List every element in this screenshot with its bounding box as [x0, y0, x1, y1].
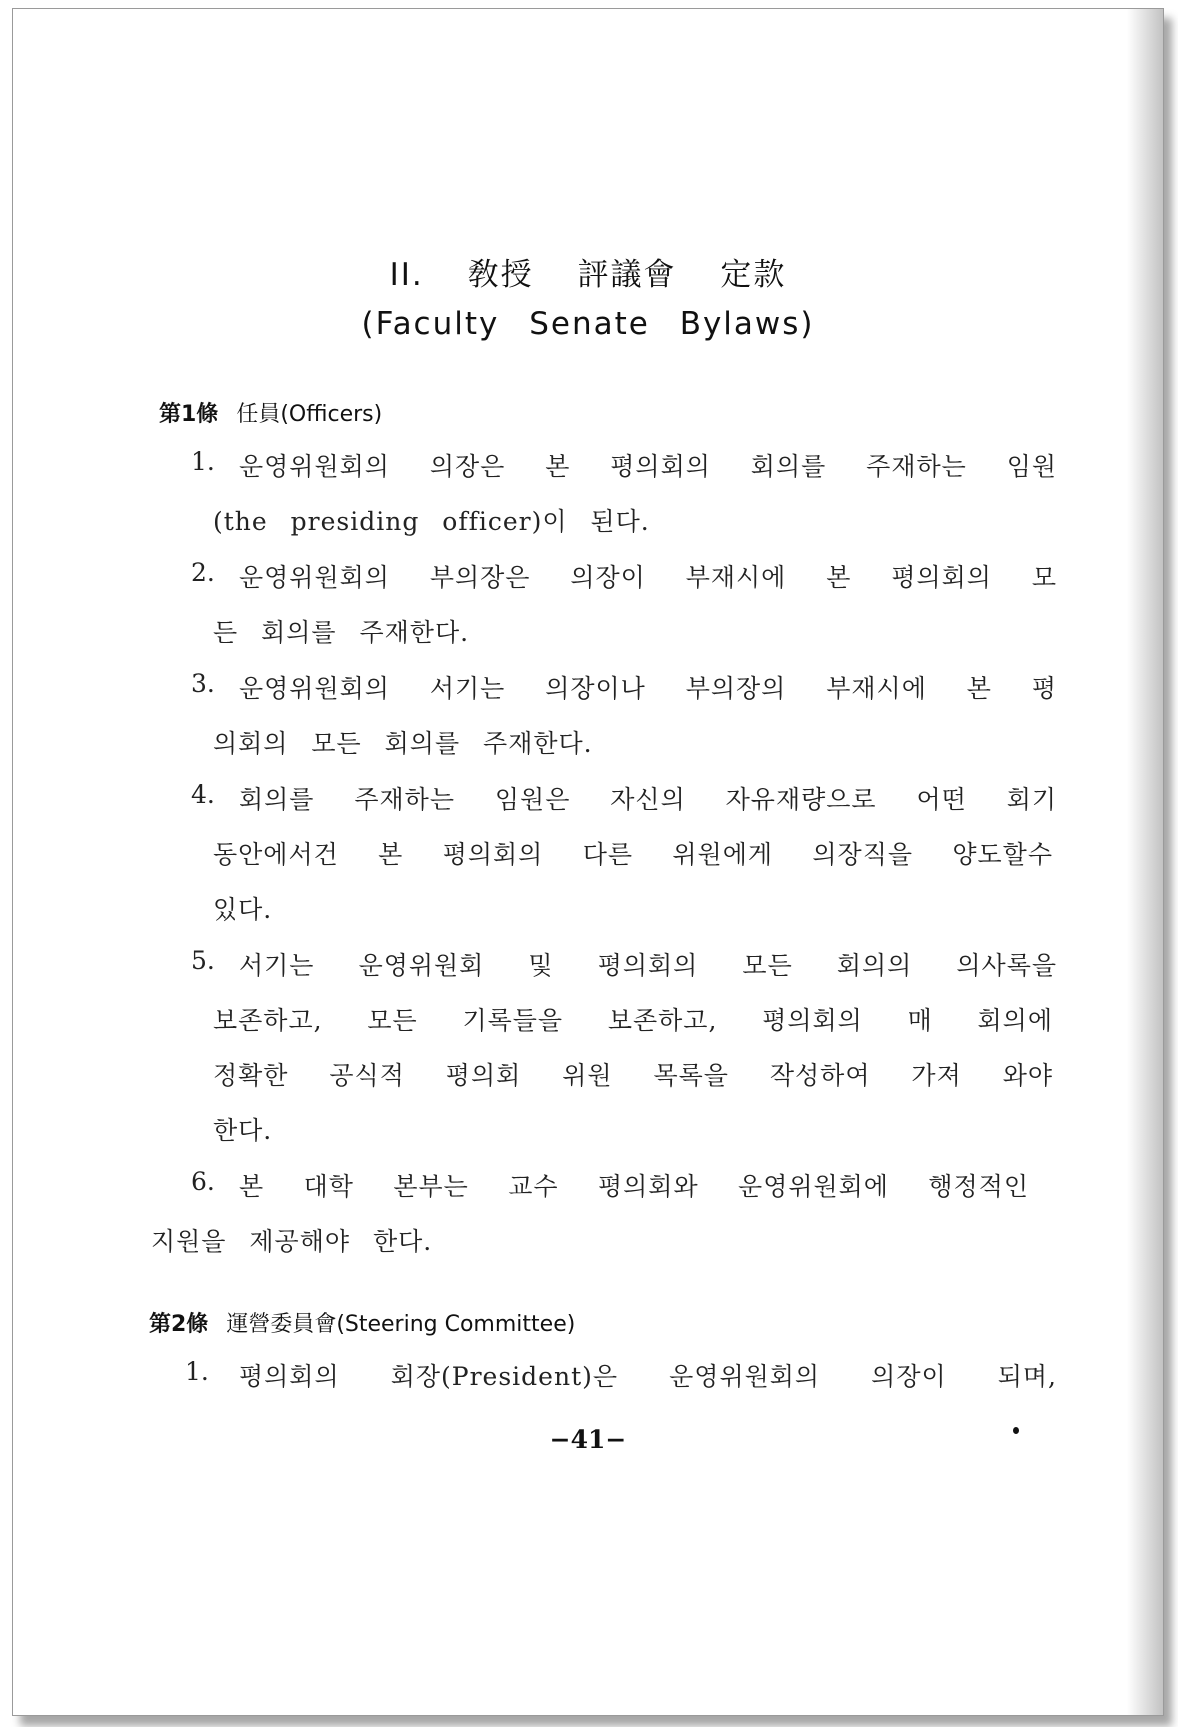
section-2-name: 運營委員會(Steering Committee) — [226, 1312, 576, 1337]
item-3-line-2: 의회의 모든 회의를 주재한다. — [213, 729, 593, 758]
item-5-line-4: 한다. — [213, 1116, 273, 1145]
title-word-3: 定款 — [720, 257, 787, 293]
item-5-line-3: 정확한 공식적 평의회 위원 목록을 작성하여 가져 와야 — [213, 1061, 1053, 1090]
section-2-label: 第2條 — [149, 1312, 209, 1337]
item-6-line-2: 지원을 제공해야 한다. — [151, 1227, 433, 1256]
document-page — [12, 8, 1164, 1716]
section-1-name: 任員(Officers) — [236, 402, 383, 427]
item-3-line-1: 운영위원회의 서기는 의장이나 부의장의 부재시에 본 평 — [239, 674, 1057, 703]
item-5-line-1: 서기는 운영위원회 및 평의회의 모든 회의의 의사록을 — [239, 951, 1057, 980]
item-1-number: 1. — [191, 447, 215, 476]
item-5-number: 5. — [191, 946, 215, 975]
section-1-heading — [159, 397, 382, 428]
item-4-line-1: 회의를 주재하는 임원은 자신의 자유재량으로 어떤 회기 — [239, 785, 1057, 814]
title-word-2: 評議會 — [577, 257, 677, 293]
title-word-1: 敎授 — [467, 257, 534, 293]
item-2-number: 2. — [191, 558, 215, 587]
item-2-line-1: 운영위원회의 부의장은 의장이 부재시에 본 평의회의 모 — [239, 563, 1057, 592]
document-title — [13, 249, 1163, 294]
document-subtitle: (Faculty Senate Bylaws) — [361, 306, 815, 342]
page-number: −41− — [549, 1425, 627, 1454]
item-4-number: 4. — [191, 780, 215, 809]
section-1-label: 第1條 — [159, 402, 219, 427]
item-2-line-2: 든 회의를 주재한다. — [213, 618, 470, 647]
item-1-line-2: (the presiding officer)이 된다. — [213, 507, 650, 536]
item-1-line-1: 운영위원회의 의장은 본 평의회의 회의를 주재하는 임원 — [239, 452, 1057, 481]
section-2-heading — [149, 1307, 575, 1338]
item-6-line-1: 본 대학 본부는 교수 평의회와 운영위원회에 행정적인 — [239, 1172, 1029, 1201]
title-roman: II. — [389, 257, 424, 293]
item-4-line-2: 동안에서건 본 평의회의 다른 위원에게 의장직을 양도할수 — [213, 840, 1053, 869]
item-4-line-3: 있다. — [213, 895, 273, 924]
s2-item-1-line-1: 평의회의 회장(President)은 운영위원회의 의장이 되며, — [239, 1362, 1057, 1391]
ink-spot — [1013, 1427, 1019, 1434]
item-5-line-2: 보존하고, 모든 기록들을 보존하고, 평의회의 매 회의에 — [213, 1006, 1053, 1035]
item-6-number: 6. — [191, 1167, 215, 1196]
s2-item-1-number: 1. — [185, 1357, 209, 1386]
item-3-number: 3. — [191, 669, 215, 698]
